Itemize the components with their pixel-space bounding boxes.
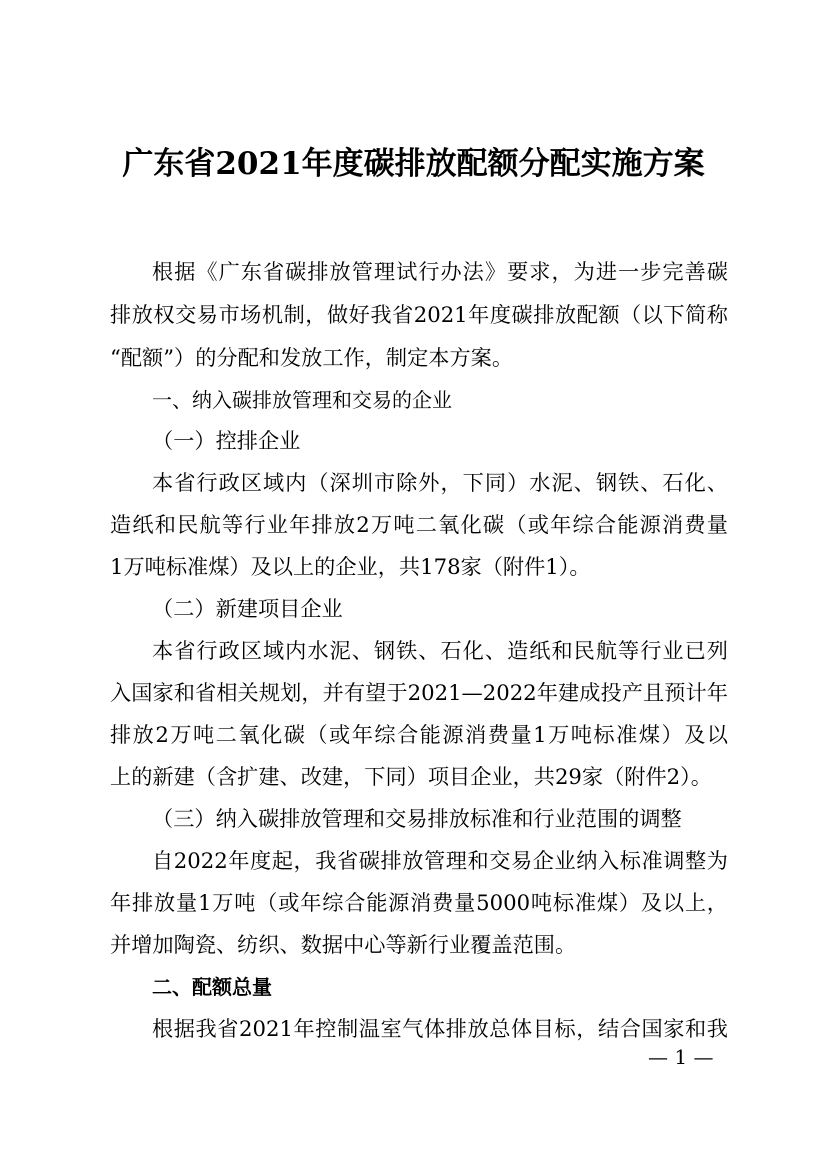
paragraph-line: 根据《广东省碳排放管理试行办法》要求，为进一步完善碳 bbox=[152, 259, 728, 284]
section-heading: 一、纳入碳排放管理和交易的企业 bbox=[152, 388, 452, 412]
paragraph-line: 自2022年度起，我省碳排放管理和交易企业纳入标准调整为 bbox=[152, 848, 728, 873]
paragraph-line: 年排放量1万吨（或年综合能源消费量5000吨标准煤）及以上， bbox=[110, 890, 728, 915]
page-number: — 1 — bbox=[648, 1045, 714, 1069]
paragraph-line: 1万吨标准煤）及以上的企业，共178家（附件1）。 bbox=[110, 554, 591, 579]
paragraph-line: 根据我省2021年控制温室气体排放总体目标，结合国家和我 bbox=[152, 1016, 728, 1041]
paragraph-line: 本省行政区域内（深圳市除外，下同）水泥、钢铁、石化、 bbox=[152, 470, 728, 495]
subsection-heading: （三）纳入碳排放管理和交易排放标准和行业范围的调整 bbox=[152, 806, 682, 831]
paragraph-line: 并增加陶瓷、纺织、数据中心等新行业覆盖范围。 bbox=[110, 932, 577, 957]
paragraph-line: “配额”）的分配和发放工作，制定本方案。 bbox=[110, 345, 514, 370]
paragraph-line: 排放2万吨二氧化碳（或年综合能源消费量1万吨标准煤）及以 bbox=[110, 722, 728, 747]
section-heading: 二、配额总量 bbox=[152, 975, 272, 999]
subsection-heading: （一）控排企业 bbox=[152, 428, 301, 453]
subsection-heading: （二）新建项目企业 bbox=[152, 596, 343, 621]
paragraph-line: 本省行政区域内水泥、钢铁、石化、造纸和民航等行业已列 bbox=[152, 638, 728, 663]
paragraph-line: 造纸和民航等行业年排放2万吨二氧化碳（或年综合能源消费量 bbox=[110, 512, 728, 537]
document-title: 广东省2021年度碳排放配额分配实施方案 bbox=[122, 146, 705, 182]
paragraph-line: 排放权交易市场机制，做好我省2021年度碳排放配额（以下简称 bbox=[110, 302, 728, 327]
paragraph-line: 入国家和省相关规划，并有望于2021—2022年建成投产且预计年 bbox=[110, 680, 728, 705]
paragraph-line: 上的新建（含扩建、改建，下同）项目企业，共29家（附件2）。 bbox=[110, 764, 712, 789]
